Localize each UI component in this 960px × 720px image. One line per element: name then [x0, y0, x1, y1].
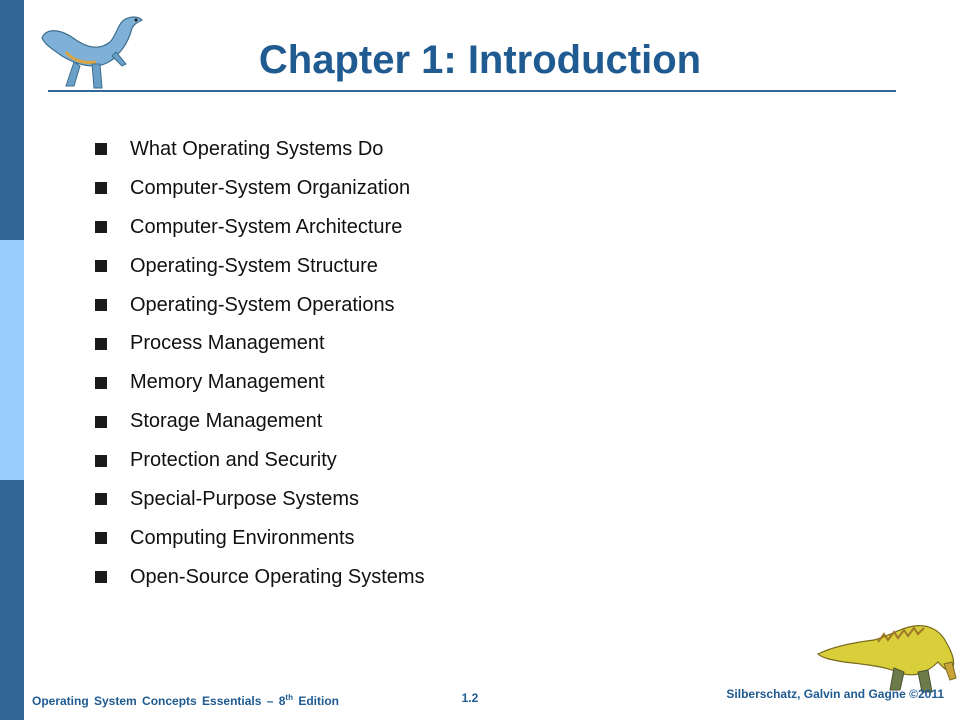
topic-text: What Operating Systems Do: [130, 137, 384, 160]
list-item: [95, 519, 425, 558]
topic-text: Operating-System Operations: [130, 293, 395, 316]
topic-text: Storage Management: [130, 410, 323, 433]
side-bar-top-segment: [0, 0, 24, 240]
topic-text: Computer-System Organization: [130, 176, 411, 199]
side-bar-bottom-segment: [0, 480, 24, 720]
topic-list: [95, 130, 425, 597]
list-item: [95, 441, 425, 480]
dinosaur-top-icon: [36, 6, 148, 92]
square-bullet-icon: [95, 182, 107, 194]
topic-text: Protection and Security: [130, 449, 337, 472]
list-item: [95, 286, 425, 325]
list-item: [95, 208, 425, 247]
square-bullet-icon: [95, 493, 107, 505]
square-bullet-icon: [95, 221, 107, 233]
side-bar-middle-segment: [0, 240, 24, 480]
footer-book-title: Operating System Concepts Essentials – 8th Edition: [32, 693, 339, 708]
square-bullet-icon: [95, 338, 107, 350]
list-item: [95, 480, 425, 519]
square-bullet-icon: [95, 143, 107, 155]
list-item: [95, 169, 425, 208]
topic-text: Open-Source Operating Systems: [130, 565, 425, 588]
square-bullet-icon: [95, 416, 107, 428]
topic-text: Special-Purpose Systems: [130, 487, 359, 510]
page-number: 1.2: [461, 691, 479, 705]
square-bullet-icon: [95, 299, 107, 311]
list-item: [95, 402, 425, 441]
square-bullet-icon: [95, 455, 107, 467]
topic-text: Memory Management: [130, 371, 325, 394]
square-bullet-icon: [95, 377, 107, 389]
list-item: [95, 247, 425, 286]
square-bullet-icon: [95, 532, 107, 544]
footer-copyright: Silberschatz, Galvin and Gagne ©2011: [726, 687, 944, 701]
title-underline: [48, 90, 896, 92]
topic-text: Operating-System Structure: [130, 254, 378, 277]
square-bullet-icon: [95, 260, 107, 272]
list-item: [95, 324, 425, 363]
topic-text: Computing Environments: [130, 526, 355, 549]
list-item: [95, 558, 425, 597]
list-item: [95, 363, 425, 402]
page-title: Chapter 1: Introduction: [258, 38, 702, 82]
list-item: [95, 130, 425, 169]
side-bar: [0, 0, 24, 720]
topic-text: Process Management: [130, 332, 325, 355]
square-bullet-icon: [95, 571, 107, 583]
topic-text: Computer-System Architecture: [130, 215, 403, 238]
